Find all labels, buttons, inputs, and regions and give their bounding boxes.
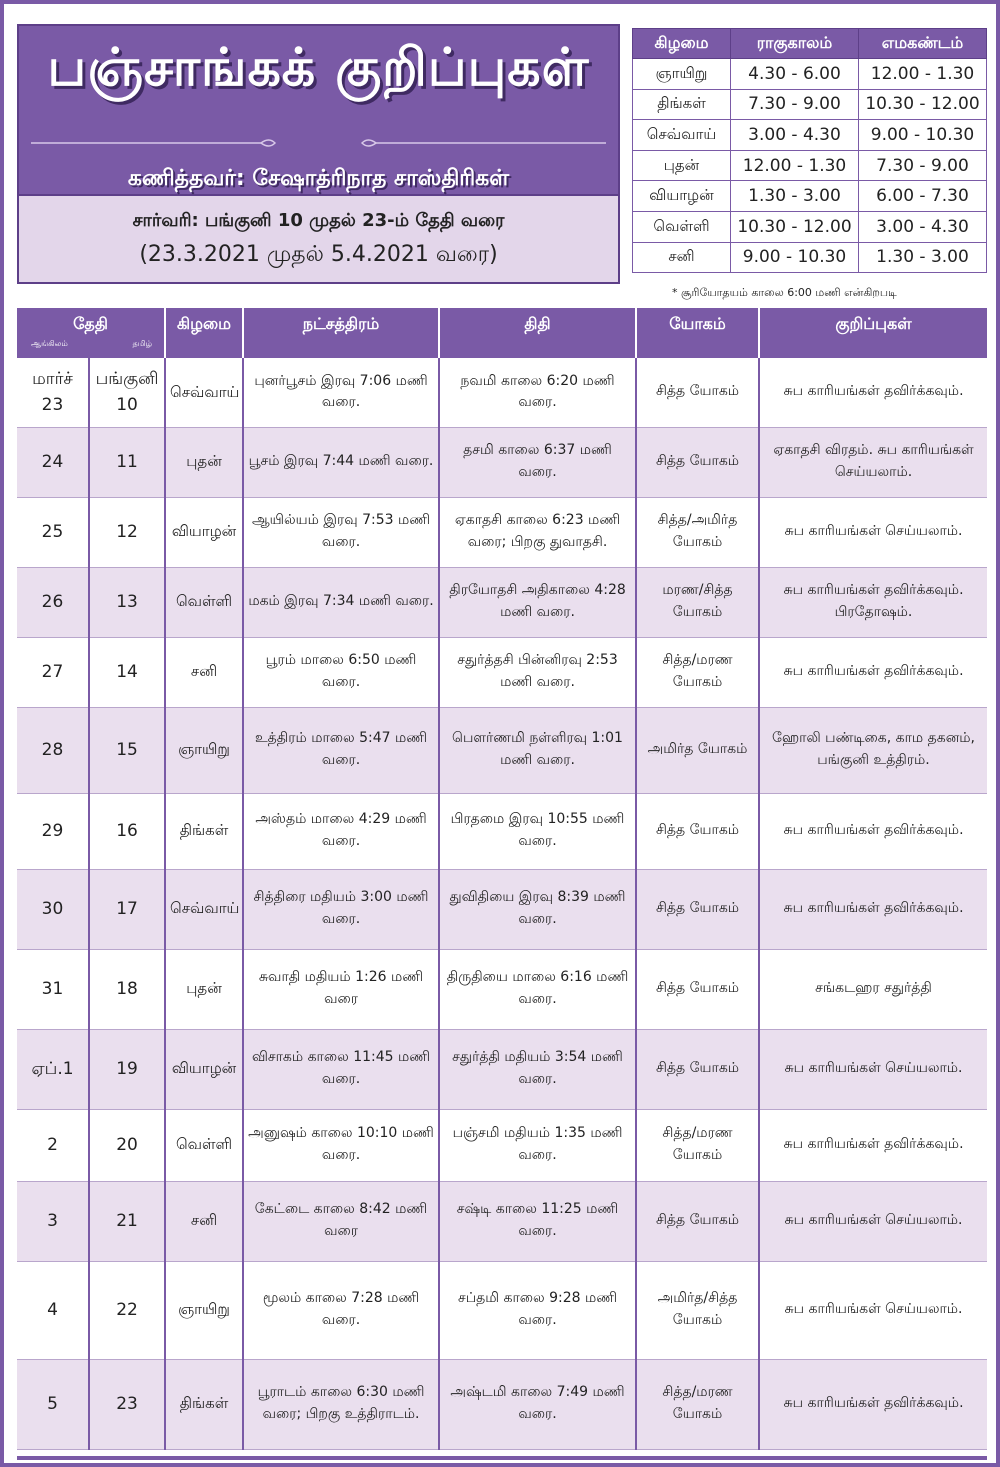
nakshatra-cell: கேட்டை காலை 8:42 மணி வரை [243,1181,439,1261]
tamil-date-cell: 17 [89,869,165,949]
rahu-time-cell: 9.00 - 10.30 [731,242,859,273]
rahu-row [633,150,987,181]
table-row [17,949,987,1029]
header-date [17,308,165,358]
nakshatra-cell: ஆயில்யம் இரவு 7:53 மணி வரை. [243,497,439,567]
tithi-cell: தசமி காலை 6:37 மணி வரை. [439,427,636,497]
nakshatra-cell: அனுஷம் காலை 10:10 மணி வரை. [243,1109,439,1181]
day-cell: வெள்ளி [165,1109,243,1181]
tamil-date-cell: 13 [89,567,165,637]
notes-cell: சுப காரியங்கள் தவிர்க்கவும். [759,637,987,707]
author-line: கணித்தவர்: சேஷாத்ரிநாத சாஸ்திரிகள் [127,166,510,191]
yama-time-cell: 6.00 - 7.30 [859,181,987,212]
yama-time-cell: 9.00 - 10.30 [859,120,987,151]
yama-time-cell: 7.30 - 9.00 [859,150,987,181]
bottom-border [17,1456,987,1460]
nakshatra-cell: பூராடம் காலை 6:30 மணி வரை; பிறகு உத்திராடம். [243,1359,439,1449]
rahu-day-cell: செவ்வாய் [633,120,731,151]
notes-cell: சுப காரியங்கள் தவிர்க்கவும். [759,793,987,869]
english-date-cell: 24 [17,427,89,497]
table-row [17,567,987,637]
table-row [17,1029,987,1109]
tithi-cell: சதுர்த்தசி பின்னிரவு 2:53 மணி வரை. [439,637,636,707]
tithi-cell: ஏகாதசி காலை 6:23 மணி வரை; பிறகு துவாதசி. [439,497,636,567]
yogam-cell: அமிர்த/சித்த யோகம் [636,1261,759,1359]
day-cell: சனி [165,1181,243,1261]
notes-cell: சுப காரியங்கள் தவிர்க்கவும். [759,1359,987,1449]
tamil-date-cell: 14 [89,637,165,707]
nakshatra-cell: மகம் இரவு 7:34 மணி வரை. [243,567,439,637]
table-row [17,1261,987,1359]
nakshatra-cell: மூலம் காலை 7:28 மணி வரை. [243,1261,439,1359]
tithi-cell: பௌர்ணமி நள்ளிரவு 1:01 மணி வரை. [439,707,636,793]
notes-cell: சுப காரியங்கள் தவிர்க்கவும். [759,358,987,427]
rahu-row [633,89,987,120]
title-panel [17,24,620,196]
sunrise-note: * சூரியோதயம் காலை 6:00 மணி என்கிறபடி [672,286,897,299]
day-cell: சனி [165,637,243,707]
table-row [17,869,987,949]
tamil-date-cell: 19 [89,1029,165,1109]
yogam-cell: சித்த யோகம் [636,1029,759,1109]
yama-time-cell: 10.30 - 12.00 [859,89,987,120]
tithi-cell: திருதியை மாலை 6:16 மணி வரை. [439,949,636,1029]
notes-cell: சுப காரியங்கள் செய்யலாம். [759,1261,987,1359]
day-cell: திங்கள் [165,1359,243,1449]
notes-cell: சுப காரியங்கள் செய்யலாம். [759,497,987,567]
period-panel [17,196,620,284]
table-row [17,1359,987,1449]
day-cell: புதன் [165,427,243,497]
yogam-cell: சித்த யோகம் [636,793,759,869]
tithi-cell: அஷ்டமி காலை 7:49 மணி வரை. [439,1359,636,1449]
tamil-date-cell: 23 [89,1359,165,1449]
rahu-header-yama: எமகண்டம் [859,29,987,59]
period-line-dates: (23.3.2021 முதல் 5.4.2021 வரை) [139,242,498,267]
day-cell: வியாழன் [165,1029,243,1109]
tithi-cell: பஞ்சமி மதியம் 1:35 மணி வரை. [439,1109,636,1181]
rahu-row [633,211,987,242]
notes-cell: சுப காரியங்கள் தவிர்க்கவும். [759,869,987,949]
header-tithi: திதி [439,308,636,358]
nakshatra-cell: அஸ்தம் மாலை 4:29 மணி வரை. [243,793,439,869]
header-notes: குறிப்புகள் [759,308,987,358]
yogam-cell: சித்த யோகம் [636,358,759,427]
yogam-cell: சித்த யோகம் [636,427,759,497]
nakshatra-cell: பூரம் மாலை 6:50 மணி வரை. [243,637,439,707]
yogam-cell: சித்த யோகம் [636,869,759,949]
tithi-cell: துவிதியை இரவு 8:39 மணி வரை. [439,869,636,949]
flourish-left-icon [31,138,281,148]
notes-cell: சுப காரியங்கள் செய்யலாம். [759,1181,987,1261]
day-cell: வியாழன் [165,497,243,567]
english-date-cell: 28 [17,707,89,793]
nakshatra-cell: சித்திரை மதியம் 3:00 மணி வரை. [243,869,439,949]
notes-cell: சுப காரியங்கள் தவிர்க்கவும். [759,1109,987,1181]
tamil-date-cell: 12 [89,497,165,567]
tithi-cell: சஷ்டி காலை 11:25 மணி வரை. [439,1181,636,1261]
rahu-row [633,120,987,151]
header-date-label: தேதி [73,314,108,333]
nakshatra-cell: விசாகம் காலை 11:45 மணி வரை. [243,1029,439,1109]
notes-cell: சுப காரியங்கள் தவிர்க்கவும். பிரதோஷம். [759,567,987,637]
rahu-time-cell: 10.30 - 12.00 [731,211,859,242]
rahu-time-cell: 12.00 - 1.30 [731,150,859,181]
tithi-cell: சதுர்த்தி மதியம் 3:54 மணி வரை. [439,1029,636,1109]
tamil-date-cell: 21 [89,1181,165,1261]
rahu-day-cell: ஞாயிறு [633,59,731,90]
english-date-cell: 31 [17,949,89,1029]
english-date-cell: 25 [17,497,89,567]
english-date-cell: 4 [17,1261,89,1359]
rahu-time-cell: 1.30 - 3.00 [731,181,859,212]
tithi-cell: சப்தமி காலை 9:28 மணி வரை. [439,1261,636,1359]
tamil-date-cell: 11 [89,427,165,497]
rahu-day-cell: வியாழன் [633,181,731,212]
yogam-cell: சித்த யோகம் [636,949,759,1029]
table-row [17,707,987,793]
tithi-cell: பிரதமை இரவு 10:55 மணி வரை. [439,793,636,869]
day-cell: திங்கள் [165,793,243,869]
table-row [17,358,987,427]
yogam-cell: சித்த/அமிர்த யோகம் [636,497,759,567]
day-cell: செவ்வாய் [165,869,243,949]
english-date-cell: மார்ச் 23 [17,358,89,427]
notes-cell: சுப காரியங்கள் செய்யலாம். [759,1029,987,1109]
yama-time-cell: 12.00 - 1.30 [859,59,987,90]
nakshatra-cell: பூசம் இரவு 7:44 மணி வரை. [243,427,439,497]
tamil-date-cell: பங்குனி 10 [89,358,165,427]
rahu-kalam-table [632,28,987,273]
day-cell: ஞாயிறு [165,707,243,793]
tamil-date-cell: 15 [89,707,165,793]
rahu-header-rahu: ராகுகாலம் [731,29,859,59]
english-date-cell: 29 [17,793,89,869]
yogam-cell: சித்த/மரண யோகம் [636,1109,759,1181]
yogam-cell: சித்த யோகம் [636,1181,759,1261]
nakshatra-cell: புனர்பூசம் இரவு 7:06 மணி வரை. [243,358,439,427]
rahu-row [633,59,987,90]
tithi-cell: திரயோதசி அதிகாலை 4:28 மணி வரை. [439,567,636,637]
day-cell: புதன் [165,949,243,1029]
english-date-cell: 26 [17,567,89,637]
notes-cell: ஏகாதசி விரதம். சுப காரியங்கள் செய்யலாம். [759,427,987,497]
rahu-time-cell: 7.30 - 9.00 [731,89,859,120]
panchangam-table [17,308,987,1450]
table-row [17,497,987,567]
tamil-date-cell: 18 [89,949,165,1029]
header-nakshatra: நட்சத்திரம் [243,308,439,358]
day-cell: செவ்வாய் [165,358,243,427]
tamil-date-cell: 20 [89,1109,165,1181]
english-date-cell: 5 [17,1359,89,1449]
table-row [17,1181,987,1261]
rahu-header-day: கிழமை [633,29,731,59]
header-yogam: யோகம் [636,308,759,358]
tamil-date-cell: 16 [89,793,165,869]
notes-cell: சங்கடஹர சதுர்த்தி [759,949,987,1029]
flourish-right-icon [356,138,606,148]
notes-cell: ஹோலி பண்டிகை, காம தகனம், பங்குனி உத்திரம். [759,707,987,793]
table-row [17,427,987,497]
rahu-row [633,242,987,273]
yogam-cell: அமிர்த யோகம் [636,707,759,793]
header-date-english: ஆங்கிலம் [31,339,68,348]
yama-time-cell: 3.00 - 4.30 [859,211,987,242]
english-date-cell: 27 [17,637,89,707]
english-date-cell: ஏப்.1 [17,1029,89,1109]
rahu-day-cell: சனி [633,242,731,273]
english-date-cell: 30 [17,869,89,949]
table-row [17,637,987,707]
yama-time-cell: 1.30 - 3.00 [859,242,987,273]
nakshatra-cell: சுவாதி மதியம் 1:26 மணி வரை [243,949,439,1029]
day-cell: வெள்ளி [165,567,243,637]
rahu-day-cell: புதன் [633,150,731,181]
yogam-cell: மரண/சித்த யோகம் [636,567,759,637]
rahu-time-cell: 4.30 - 6.00 [731,59,859,90]
header-day: கிழமை [165,308,243,358]
nakshatra-cell: உத்திரம் மாலை 5:47 மணி வரை. [243,707,439,793]
yogam-cell: சித்த/மரண யோகம் [636,637,759,707]
day-cell: ஞாயிறு [165,1261,243,1359]
yogam-cell: சித்த/மரண யோகம் [636,1359,759,1449]
english-date-cell: 3 [17,1181,89,1261]
table-row [17,793,987,869]
tithi-cell: நவமி காலை 6:20 மணி வரை. [439,358,636,427]
english-date-cell: 2 [17,1109,89,1181]
tamil-date-cell: 22 [89,1261,165,1359]
period-line-tamil: சார்வரி: பங்குனி 10 முதல் 23-ம் தேதி வரை [132,210,505,231]
rahu-day-cell: வெள்ளி [633,211,731,242]
rahu-day-cell: திங்கள் [633,89,731,120]
table-row [17,1109,987,1181]
rahu-row [633,181,987,212]
page-title: பஞ்சாங்கக் குறிப்புகள் [47,38,590,98]
rahu-time-cell: 3.00 - 4.30 [731,120,859,151]
header-date-tamil: தமிழ் [132,339,153,348]
